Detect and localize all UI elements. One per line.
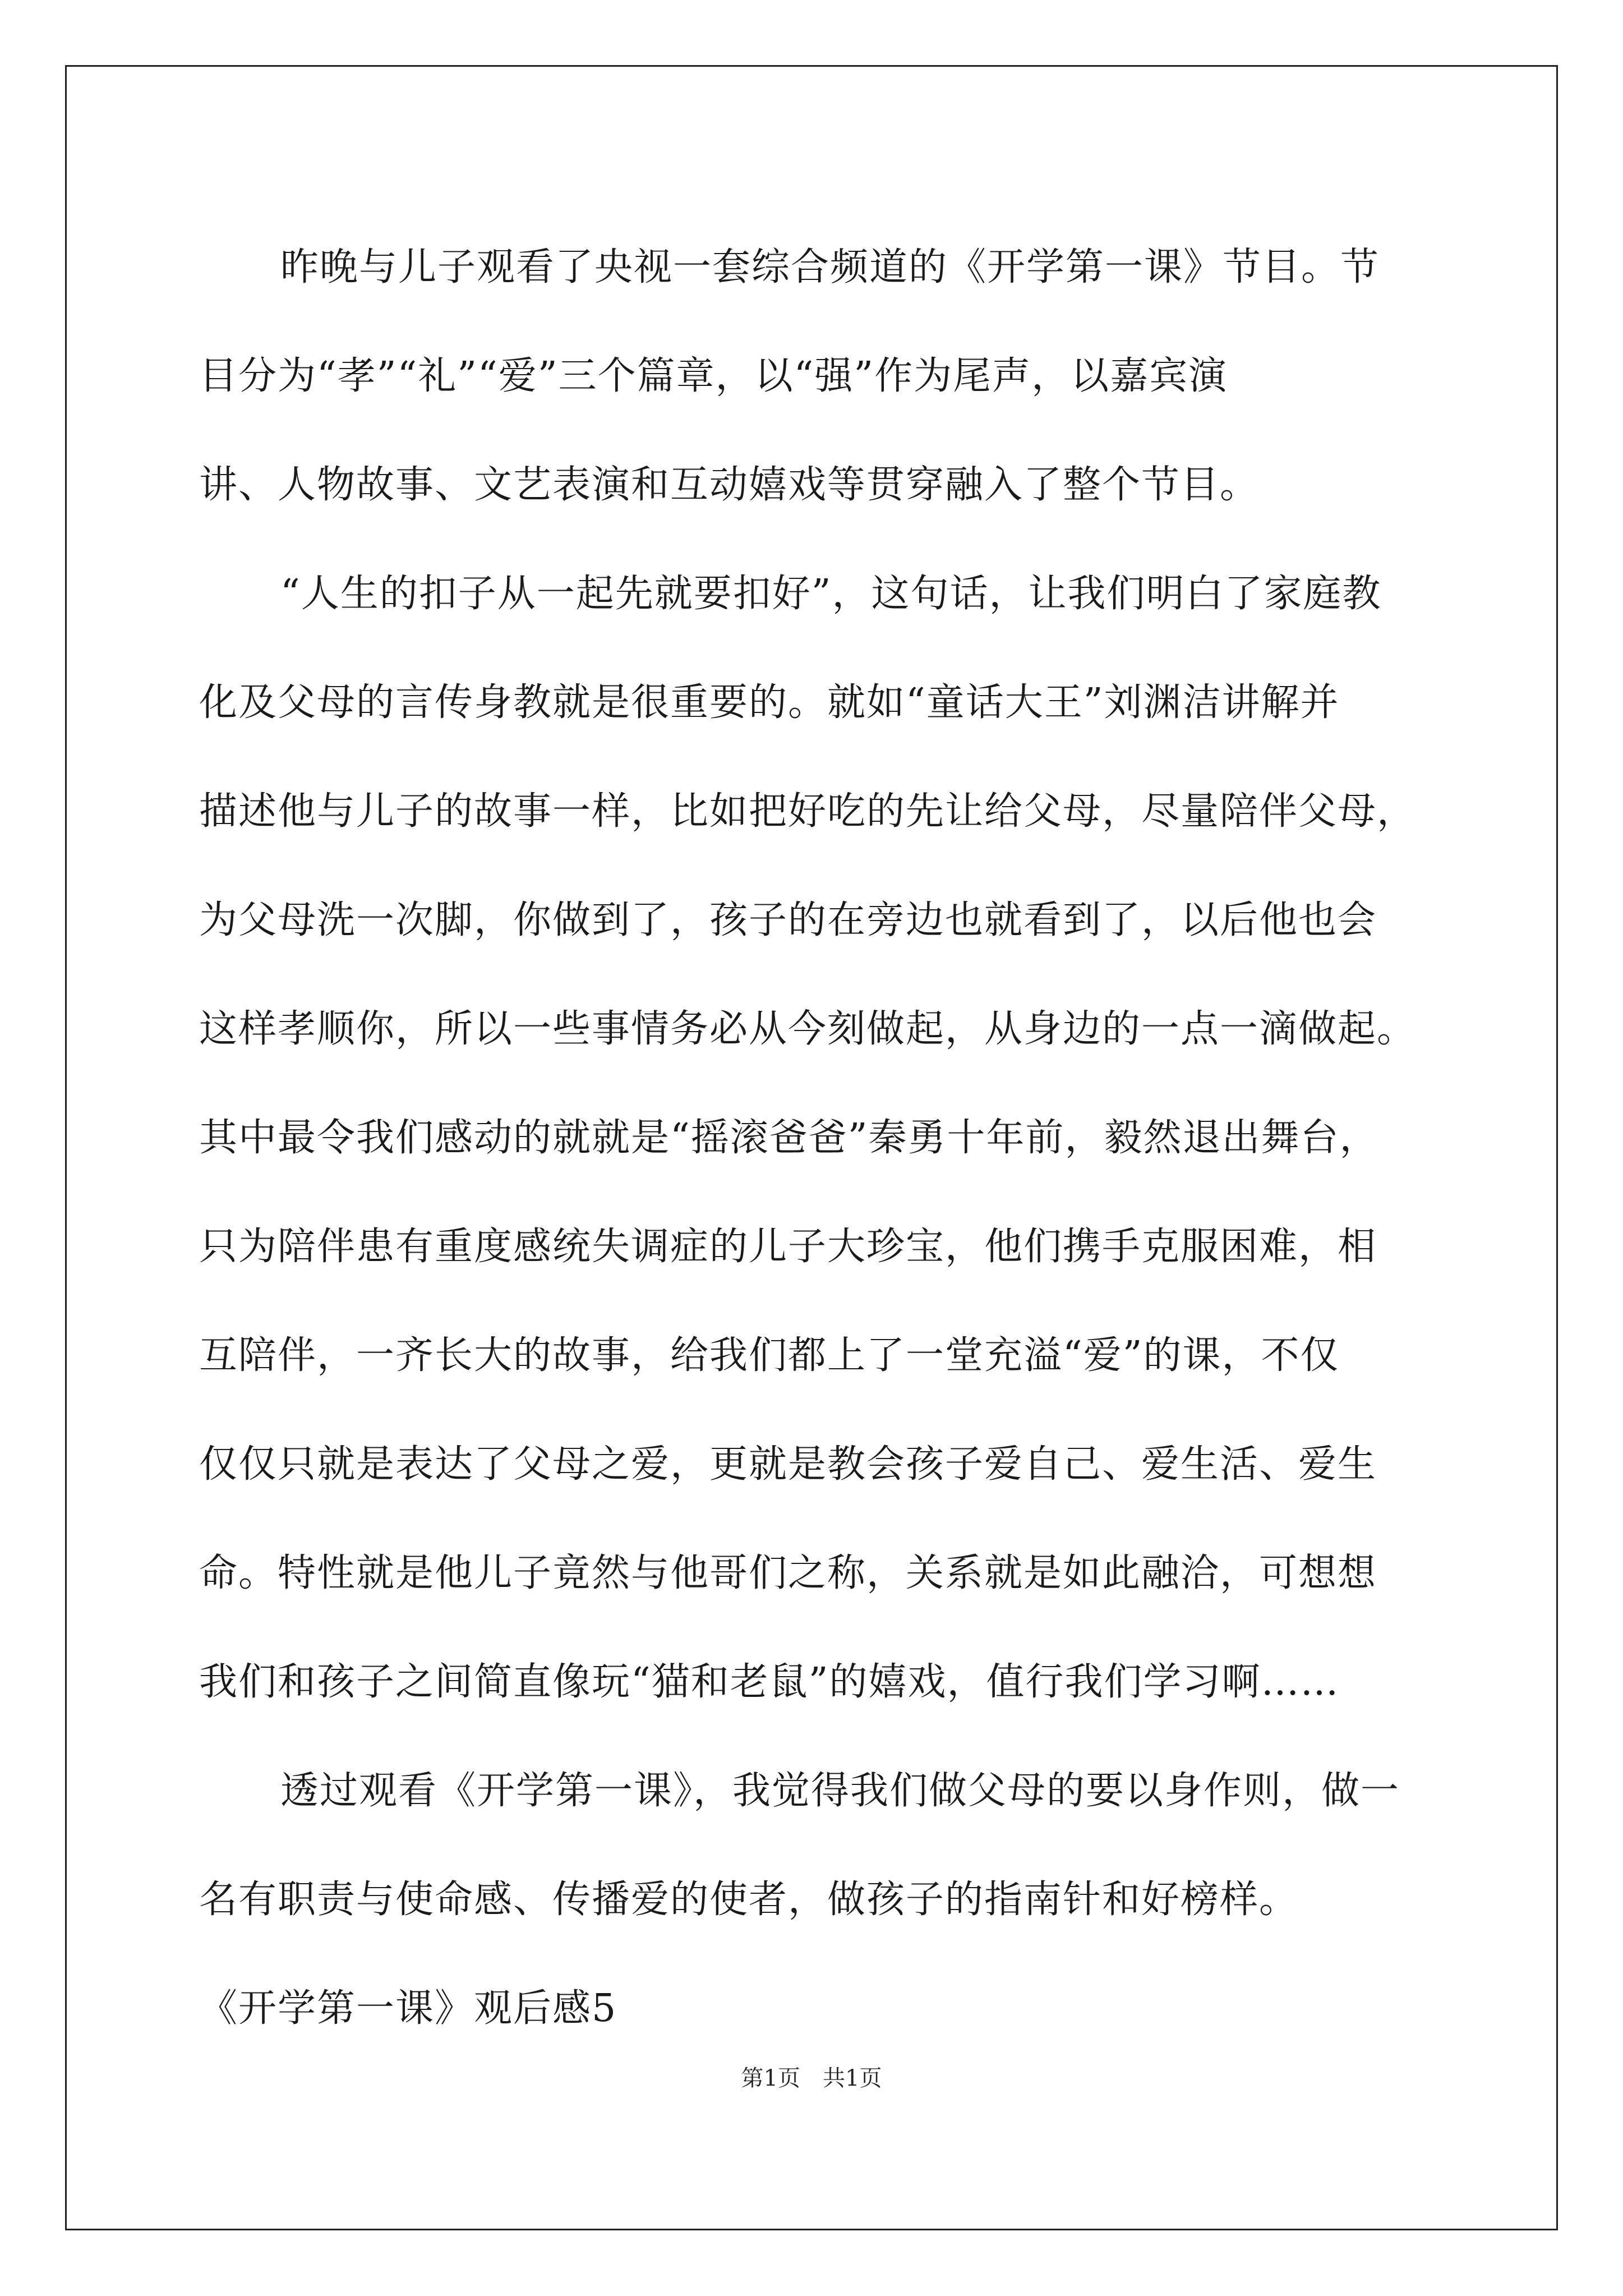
paragraph-line: 透过观看《开学第一课》，我觉得我们做父母的要以身作则，做一 [280, 1769, 1400, 1813]
paragraph-line: 化及父母的言传身教就是很重要的。就如“童话大王”刘渊洁讲解并 [199, 680, 1340, 725]
paragraph-line: 互陪伴，一齐长大的故事，给我们都上了一堂充溢“爱”的课，不仅 [199, 1333, 1340, 1378]
paragraph-line: 昨晚与儿子观看了央视一套综合频道的《开学第一课》节目。节 [280, 245, 1380, 289]
paragraph-line: 这样孝顺你，所以一些事情务必从今刻做起，从身边的一点一滴做起。 [199, 1007, 1417, 1051]
paragraph-line: 名有职责与使命感、传播爱的使者，做孩子的指南针和好榜样。 [199, 1878, 1299, 1922]
paragraph-line: 只为陪伴患有重度感统失调症的儿子大珍宝，他们携手克服困难，相 [199, 1225, 1377, 1269]
paragraph-line: 我们和孩子之间简直像玩“猫和老鼠”的嬉戏，值行我们学习啊…… [199, 1660, 1340, 1704]
page-total: 共1页 [823, 2065, 882, 2091]
paragraph-line: 讲、人物故事、文艺表演和互动嬉戏等贯穿融入了整个节目。 [199, 463, 1260, 507]
page-footer [0, 2062, 1623, 2095]
next-section-heading: 《开学第一课》观后感5 [199, 1986, 617, 2031]
document-body [199, 213, 1433, 2063]
paragraph-line: 命。特性就是他儿子竟然与他哥们之称，关系就是如此融洽，可想想 [199, 1551, 1377, 1595]
paragraph-line: 描述他与儿子的故事一样，比如把好吃的先让给父母，尽量陪伴父母， [199, 789, 1417, 834]
paragraph-line: “人生的扣子从一起先就要扣好”，这句话，让我们明白了家庭教 [280, 572, 1382, 616]
paragraph-line: 仅仅只就是表达了父母之爱，更就是教会孩子爱自己、爱生活、爱生 [199, 1442, 1377, 1487]
page-number: 第1页 [741, 2065, 800, 2091]
paragraph-line: 其中最令我们感动的就就是“摇滚爸爸”秦勇十年前，毅然退出舞台， [199, 1116, 1379, 1160]
paragraph-line: 目分为“孝”“礼”“爱”三个篇章，以“强”作为尾声，以嘉宾演 [199, 354, 1228, 398]
paragraph-line: 为父母洗一次脚，你做到了，孩子的在旁边也就看到了，以后他也会 [199, 898, 1377, 942]
